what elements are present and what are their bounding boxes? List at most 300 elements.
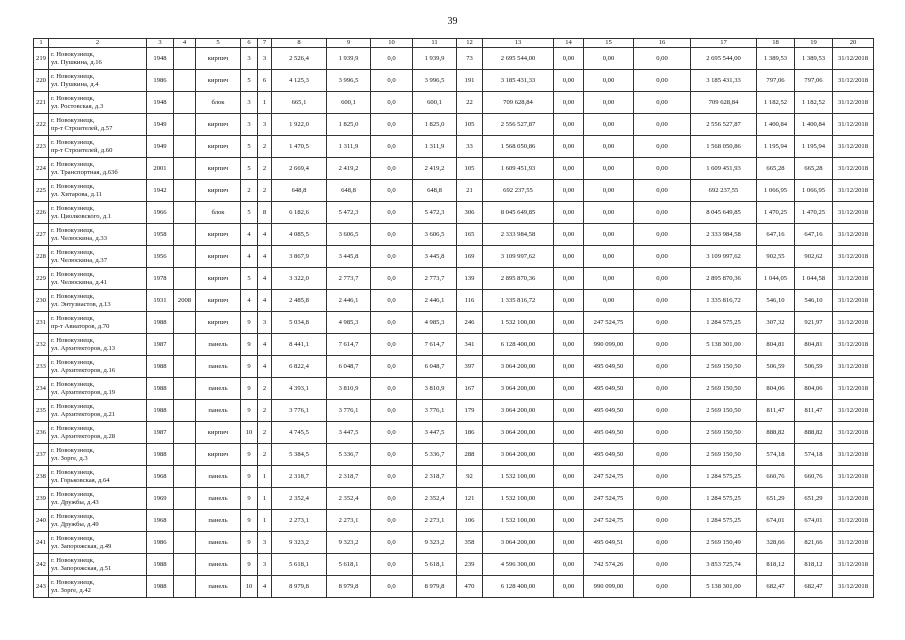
total-area-cell: 4 393,1 <box>272 378 327 400</box>
floors-cell: 9 <box>241 510 258 532</box>
amount-cell: 0,00 <box>634 224 691 246</box>
table-row <box>34 158 874 180</box>
address-city: г. Новокузнецк, <box>51 182 95 190</box>
date-cell: 31/12/2018 <box>833 400 874 422</box>
row-number-cell: 227 <box>34 224 49 246</box>
row-number-cell: 222 <box>34 114 49 136</box>
date-cell: 31/12/2018 <box>833 224 874 246</box>
unit-cost-cell: 1 044,05 <box>757 268 795 290</box>
wall-material-cell: кирпич <box>196 114 241 136</box>
amount-cell: 0,00 <box>554 488 584 510</box>
date-cell: 31/12/2018 <box>833 180 874 202</box>
date-cell: 31/12/2018 <box>833 356 874 378</box>
cost-cell: 692 237,55 <box>483 180 554 202</box>
address-city: г. Новокузнецк, <box>51 556 95 564</box>
floors-cell: 4 <box>241 246 258 268</box>
total-cost-cell: 3 109 997,62 <box>691 246 757 268</box>
column-number-cell: 13 <box>483 39 554 48</box>
reconstruction-year-cell <box>174 334 196 356</box>
total-cost-cell: 2 569 150,50 <box>691 378 757 400</box>
residents-cell: 165 <box>457 224 483 246</box>
row-number-cell: 230 <box>34 290 49 312</box>
cost-cell: 1 568 050,86 <box>483 136 554 158</box>
residents-cell: 21 <box>457 180 483 202</box>
amount-cell: 0,00 <box>584 158 634 180</box>
amount-cell: 0,00 <box>634 334 691 356</box>
year-built-cell: 1988 <box>147 400 174 422</box>
amount-cell: 0,00 <box>554 158 584 180</box>
area-cell: 1 939,9 <box>327 48 371 70</box>
area-cell: 0,0 <box>371 422 413 444</box>
amount-cell: 0,00 <box>554 466 584 488</box>
year-built-cell: 1978 <box>147 268 174 290</box>
area-cell: 3 447,5 <box>327 422 371 444</box>
address-cell <box>49 554 147 576</box>
floors-cell: 9 <box>241 554 258 576</box>
unit-cost-cell: 804,06 <box>757 378 795 400</box>
date-cell: 31/12/2018 <box>833 202 874 224</box>
reconstruction-year-cell <box>174 136 196 158</box>
address-cell <box>49 158 147 180</box>
address-street: ул. Челюскина, д.37 <box>51 256 108 264</box>
floors-cell: 5 <box>241 202 258 224</box>
address-street: ул. Архитекторов, д.19 <box>51 388 116 396</box>
date-cell: 31/12/2018 <box>833 246 874 268</box>
total-cost-cell: 1 335 816,72 <box>691 290 757 312</box>
table-row <box>34 356 874 378</box>
area-cell: 3 447,5 <box>413 422 457 444</box>
total-area-cell: 4 125,3 <box>272 70 327 92</box>
total-area-cell: 6 182,6 <box>272 202 327 224</box>
area-cell: 3 606,5 <box>413 224 457 246</box>
address-cell <box>49 532 147 554</box>
column-number-cell: 11 <box>413 39 457 48</box>
date-cell: 31/12/2018 <box>833 290 874 312</box>
area-cell: 3 810,9 <box>413 378 457 400</box>
cost-cell: 3 064 200,00 <box>483 378 554 400</box>
amount-cell: 0,00 <box>584 70 634 92</box>
entrances-cell: 2 <box>258 378 272 400</box>
table-row <box>34 510 874 532</box>
reconstruction-year-cell <box>174 444 196 466</box>
floors-cell: 10 <box>241 576 258 598</box>
residents-cell: 73 <box>457 48 483 70</box>
address-city: г. Новокузнецк, <box>51 468 95 476</box>
amount-cell: 0,00 <box>554 422 584 444</box>
residents-cell: 239 <box>457 554 483 576</box>
address-city: г. Новокузнецк, <box>51 72 95 80</box>
total-cost-cell: 1 609 451,93 <box>691 158 757 180</box>
cost-cell: 1 532 100,00 <box>483 466 554 488</box>
entrances-cell: 2 <box>258 180 272 202</box>
address-street: ул. Запорожская, д.49 <box>51 542 112 550</box>
row-number-cell: 235 <box>34 400 49 422</box>
year-built-cell: 1988 <box>147 312 174 334</box>
reconstruction-year-cell <box>174 488 196 510</box>
amount-cell: 0,00 <box>554 576 584 598</box>
unit-cost-cell: 797,06 <box>757 70 795 92</box>
total-cost-cell: 1 284 575,25 <box>691 488 757 510</box>
wall-material-cell: кирпич <box>196 136 241 158</box>
entrances-cell: 4 <box>258 290 272 312</box>
wall-material-cell: кирпич <box>196 422 241 444</box>
residents-cell: 179 <box>457 400 483 422</box>
column-number-cell: 16 <box>634 39 691 48</box>
address-cell <box>49 70 147 92</box>
area-cell: 9 323,2 <box>327 532 371 554</box>
unit-cost-cell: 804,81 <box>757 334 795 356</box>
reconstruction-year-cell <box>174 180 196 202</box>
row-number-cell: 226 <box>34 202 49 224</box>
year-built-cell: 1948 <box>147 48 174 70</box>
amount-cell: 742 574,26 <box>584 554 634 576</box>
area-cell: 0,0 <box>371 554 413 576</box>
total-area-cell: 2 526,4 <box>272 48 327 70</box>
address-street: ул. Архитекторов, д.21 <box>51 410 116 418</box>
unit-cost-cell: 804,06 <box>795 378 833 400</box>
area-cell: 2 419,2 <box>413 158 457 180</box>
area-cell: 8 979,8 <box>413 576 457 598</box>
residents-cell: 358 <box>457 532 483 554</box>
address-street: ул. Зорге, д.3 <box>51 454 88 462</box>
amount-cell: 247 524,75 <box>584 488 634 510</box>
address-city: г. Новокузнецк, <box>51 248 95 256</box>
total-area-cell: 2 485,8 <box>272 290 327 312</box>
amount-cell: 0,00 <box>634 246 691 268</box>
total-area-cell: 1 922,0 <box>272 114 327 136</box>
total-area-cell: 3 867,9 <box>272 246 327 268</box>
year-built-cell: 1987 <box>147 334 174 356</box>
amount-cell: 0,00 <box>584 92 634 114</box>
wall-material-cell: панель <box>196 510 241 532</box>
unit-cost-cell: 1 044,58 <box>795 268 833 290</box>
area-cell: 2 352,4 <box>413 488 457 510</box>
address-city: г. Новокузнецк, <box>51 292 95 300</box>
row-number-cell: 241 <box>34 532 49 554</box>
area-cell: 0,0 <box>371 224 413 246</box>
total-cost-cell: 2 569 150,50 <box>691 356 757 378</box>
address-street: ул. Дружбы, д.49 <box>51 520 99 528</box>
amount-cell: 0,00 <box>554 114 584 136</box>
unit-cost-cell: 647,16 <box>757 224 795 246</box>
amount-cell: 0,00 <box>584 202 634 224</box>
total-area-cell: 4 085,5 <box>272 224 327 246</box>
unit-cost-cell: 647,16 <box>795 224 833 246</box>
area-cell: 0,0 <box>371 488 413 510</box>
year-built-cell: 1987 <box>147 422 174 444</box>
year-built-cell: 1988 <box>147 378 174 400</box>
unit-cost-cell: 811,47 <box>757 400 795 422</box>
area-cell: 0,0 <box>371 290 413 312</box>
address-city: г. Новокузнецк, <box>51 358 95 366</box>
unit-cost-cell: 818,12 <box>795 554 833 576</box>
address-street: ул. Архитекторов, д.28 <box>51 432 116 440</box>
unit-cost-cell: 1 470,25 <box>795 202 833 224</box>
unit-cost-cell: 651,29 <box>795 488 833 510</box>
residents-cell: 92 <box>457 466 483 488</box>
amount-cell: 0,00 <box>634 532 691 554</box>
area-cell: 4 985,3 <box>327 312 371 334</box>
unit-cost-cell: 902,55 <box>757 246 795 268</box>
table-row <box>34 290 874 312</box>
total-cost-cell: 692 237,55 <box>691 180 757 202</box>
address-street: ул. Архитекторов, д.13 <box>51 344 116 352</box>
unit-cost-cell: 1 389,53 <box>795 48 833 70</box>
amount-cell: 247 524,75 <box>584 466 634 488</box>
table-row <box>34 488 874 510</box>
entrances-cell: 2 <box>258 422 272 444</box>
area-cell: 6 048,7 <box>327 356 371 378</box>
total-area-cell: 648,8 <box>272 180 327 202</box>
date-cell: 31/12/2018 <box>833 312 874 334</box>
address-cell <box>49 290 147 312</box>
cost-cell: 2 333 984,58 <box>483 224 554 246</box>
amount-cell: 0,00 <box>554 444 584 466</box>
reconstruction-year-cell <box>174 48 196 70</box>
amount-cell: 0,00 <box>554 70 584 92</box>
cost-cell: 3 185 431,33 <box>483 70 554 92</box>
area-cell: 2 446,1 <box>413 290 457 312</box>
area-cell: 1 825,0 <box>327 114 371 136</box>
area-cell: 5 618,1 <box>327 554 371 576</box>
entrances-cell: 1 <box>258 488 272 510</box>
unit-cost-cell: 1 066,95 <box>757 180 795 202</box>
amount-cell: 0,00 <box>554 202 584 224</box>
area-cell: 3 445,8 <box>327 246 371 268</box>
wall-material-cell: панель <box>196 356 241 378</box>
address-city: г. Новокузнецк, <box>51 226 95 234</box>
residents-cell: 397 <box>457 356 483 378</box>
address-cell <box>49 510 147 532</box>
amount-cell: 0,00 <box>634 70 691 92</box>
row-number-cell: 223 <box>34 136 49 158</box>
residents-cell: 106 <box>457 510 483 532</box>
wall-material-cell: панель <box>196 488 241 510</box>
entrances-cell: 1 <box>258 92 272 114</box>
address-city: г. Новокузнецк, <box>51 424 95 432</box>
address-city: г. Новокузнецк, <box>51 50 95 58</box>
total-cost-cell: 709 628,84 <box>691 92 757 114</box>
total-area-cell: 8 979,8 <box>272 576 327 598</box>
amount-cell: 0,00 <box>634 554 691 576</box>
cost-cell: 3 064 200,00 <box>483 532 554 554</box>
amount-cell: 0,00 <box>584 224 634 246</box>
column-number-cell: 19 <box>795 39 833 48</box>
reconstruction-year-cell <box>174 312 196 334</box>
address-cell <box>49 136 147 158</box>
residents-cell: 105 <box>457 158 483 180</box>
amount-cell: 0,00 <box>634 202 691 224</box>
wall-material-cell: кирпич <box>196 224 241 246</box>
unit-cost-cell: 660,76 <box>757 466 795 488</box>
floors-cell: 9 <box>241 378 258 400</box>
amount-cell: 0,00 <box>584 180 634 202</box>
amount-cell: 0,00 <box>584 136 634 158</box>
area-cell: 0,0 <box>371 48 413 70</box>
wall-material-cell: кирпич <box>196 246 241 268</box>
page-number: 39 <box>447 16 458 27</box>
area-cell: 0,0 <box>371 180 413 202</box>
area-cell: 0,0 <box>371 510 413 532</box>
entrances-cell: 1 <box>258 466 272 488</box>
wall-material-cell: кирпич <box>196 312 241 334</box>
floors-cell: 9 <box>241 400 258 422</box>
floors-cell: 10 <box>241 422 258 444</box>
unit-cost-cell: 674,01 <box>795 510 833 532</box>
floors-cell: 9 <box>241 532 258 554</box>
row-number-cell: 239 <box>34 488 49 510</box>
unit-cost-cell: 1 195,94 <box>795 136 833 158</box>
residents-cell: 191 <box>457 70 483 92</box>
column-number-cell: 6 <box>241 39 258 48</box>
entrances-cell: 1 <box>258 510 272 532</box>
cost-cell: 2 695 544,00 <box>483 48 554 70</box>
address-street: ул. Дружбы, д.43 <box>51 498 99 506</box>
amount-cell: 0,00 <box>634 466 691 488</box>
entrances-cell: 4 <box>258 576 272 598</box>
year-built-cell: 1931 <box>147 290 174 312</box>
address-city: г. Новокузнецк, <box>51 270 95 278</box>
unit-cost-cell: 665,28 <box>757 158 795 180</box>
address-city: г. Новокузнецк, <box>51 512 95 520</box>
area-cell: 0,0 <box>371 576 413 598</box>
wall-material-cell: панель <box>196 554 241 576</box>
entrances-cell: 4 <box>258 224 272 246</box>
column-number-cell: 3 <box>147 39 174 48</box>
area-cell: 0,0 <box>371 444 413 466</box>
address-city: г. Новокузнецк, <box>51 94 95 102</box>
row-number-cell: 220 <box>34 70 49 92</box>
address-street: пр-т Авиаторов, д.70 <box>51 322 110 330</box>
amount-cell: 0,00 <box>634 92 691 114</box>
amount-cell: 990 099,00 <box>584 334 634 356</box>
area-cell: 5 336,7 <box>413 444 457 466</box>
table-row <box>34 92 874 114</box>
area-cell: 648,8 <box>327 180 371 202</box>
wall-material-cell: блок <box>196 202 241 224</box>
housing-register-table <box>33 38 874 598</box>
amount-cell: 0,00 <box>554 312 584 334</box>
column-number-cell: 12 <box>457 39 483 48</box>
date-cell: 31/12/2018 <box>833 444 874 466</box>
address-street: пр-т Строителей, д.57 <box>51 124 113 132</box>
address-cell <box>49 400 147 422</box>
year-built-cell: 1988 <box>147 444 174 466</box>
table-row <box>34 554 874 576</box>
residents-cell: 306 <box>457 202 483 224</box>
area-cell: 0,0 <box>371 70 413 92</box>
year-built-cell: 1969 <box>147 488 174 510</box>
unit-cost-cell: 651,29 <box>757 488 795 510</box>
reconstruction-year-cell <box>174 532 196 554</box>
floors-cell: 5 <box>241 70 258 92</box>
residents-cell: 186 <box>457 422 483 444</box>
total-cost-cell: 2 569 150,49 <box>691 532 757 554</box>
entrances-cell: 3 <box>258 532 272 554</box>
floors-cell: 9 <box>241 444 258 466</box>
table-row <box>34 422 874 444</box>
year-built-cell: 1968 <box>147 510 174 532</box>
cost-cell: 2 556 527,87 <box>483 114 554 136</box>
amount-cell: 0,00 <box>634 136 691 158</box>
reconstruction-year-cell <box>174 356 196 378</box>
amount-cell: 0,00 <box>634 488 691 510</box>
column-number-row <box>34 39 874 48</box>
area-cell: 0,0 <box>371 378 413 400</box>
residents-cell: 169 <box>457 246 483 268</box>
total-area-cell: 2 318,7 <box>272 466 327 488</box>
unit-cost-cell: 546,10 <box>795 290 833 312</box>
area-cell: 2 273,1 <box>327 510 371 532</box>
wall-material-cell: кирпич <box>196 158 241 180</box>
date-cell: 31/12/2018 <box>833 532 874 554</box>
address-cell <box>49 246 147 268</box>
unit-cost-cell: 574,18 <box>757 444 795 466</box>
entrances-cell: 4 <box>258 334 272 356</box>
total-cost-cell: 2 695 544,00 <box>691 48 757 70</box>
date-cell: 31/12/2018 <box>833 422 874 444</box>
amount-cell: 0,00 <box>634 312 691 334</box>
reconstruction-year-cell <box>174 70 196 92</box>
cost-cell: 3 064 200,00 <box>483 400 554 422</box>
residents-cell: 22 <box>457 92 483 114</box>
floors-cell: 9 <box>241 488 258 510</box>
wall-material-cell: панель <box>196 466 241 488</box>
unit-cost-cell: 328,66 <box>757 532 795 554</box>
amount-cell: 0,00 <box>634 158 691 180</box>
area-cell: 2 318,7 <box>327 466 371 488</box>
table-row <box>34 114 874 136</box>
row-number-cell: 238 <box>34 466 49 488</box>
total-area-cell: 4 745,5 <box>272 422 327 444</box>
reconstruction-year-cell <box>174 158 196 180</box>
row-number-cell: 243 <box>34 576 49 598</box>
area-cell: 2 352,4 <box>327 488 371 510</box>
column-number-cell: 4 <box>174 39 196 48</box>
table-row <box>34 246 874 268</box>
address-cell <box>49 444 147 466</box>
row-number-cell: 224 <box>34 158 49 180</box>
year-built-cell: 1958 <box>147 224 174 246</box>
unit-cost-cell: 821,66 <box>795 532 833 554</box>
address-street: ул. Транспортная, д.63б <box>51 168 118 176</box>
reconstruction-year-cell <box>174 466 196 488</box>
unit-cost-cell: 682,47 <box>795 576 833 598</box>
residents-cell: 105 <box>457 114 483 136</box>
floors-cell: 4 <box>241 290 258 312</box>
entrances-cell: 2 <box>258 400 272 422</box>
area-cell: 600,1 <box>413 92 457 114</box>
amount-cell: 0,00 <box>554 48 584 70</box>
area-cell: 7 614,7 <box>413 334 457 356</box>
residents-cell: 33 <box>457 136 483 158</box>
cost-cell: 6 128 400,00 <box>483 576 554 598</box>
total-cost-cell: 2 556 527,87 <box>691 114 757 136</box>
entrances-cell: 3 <box>258 554 272 576</box>
year-built-cell: 1949 <box>147 114 174 136</box>
unit-cost-cell: 1 400,84 <box>757 114 795 136</box>
unit-cost-cell: 902,62 <box>795 246 833 268</box>
area-cell: 9 323,2 <box>413 532 457 554</box>
floors-cell: 9 <box>241 356 258 378</box>
date-cell: 31/12/2018 <box>833 576 874 598</box>
year-built-cell: 2001 <box>147 158 174 180</box>
address-street: ул. Циолковского, д.1 <box>51 212 112 220</box>
area-cell: 1 311,9 <box>413 136 457 158</box>
date-cell: 31/12/2018 <box>833 334 874 356</box>
row-number-cell: 228 <box>34 246 49 268</box>
address-street: ул. Челюскина, д.33 <box>51 234 108 242</box>
